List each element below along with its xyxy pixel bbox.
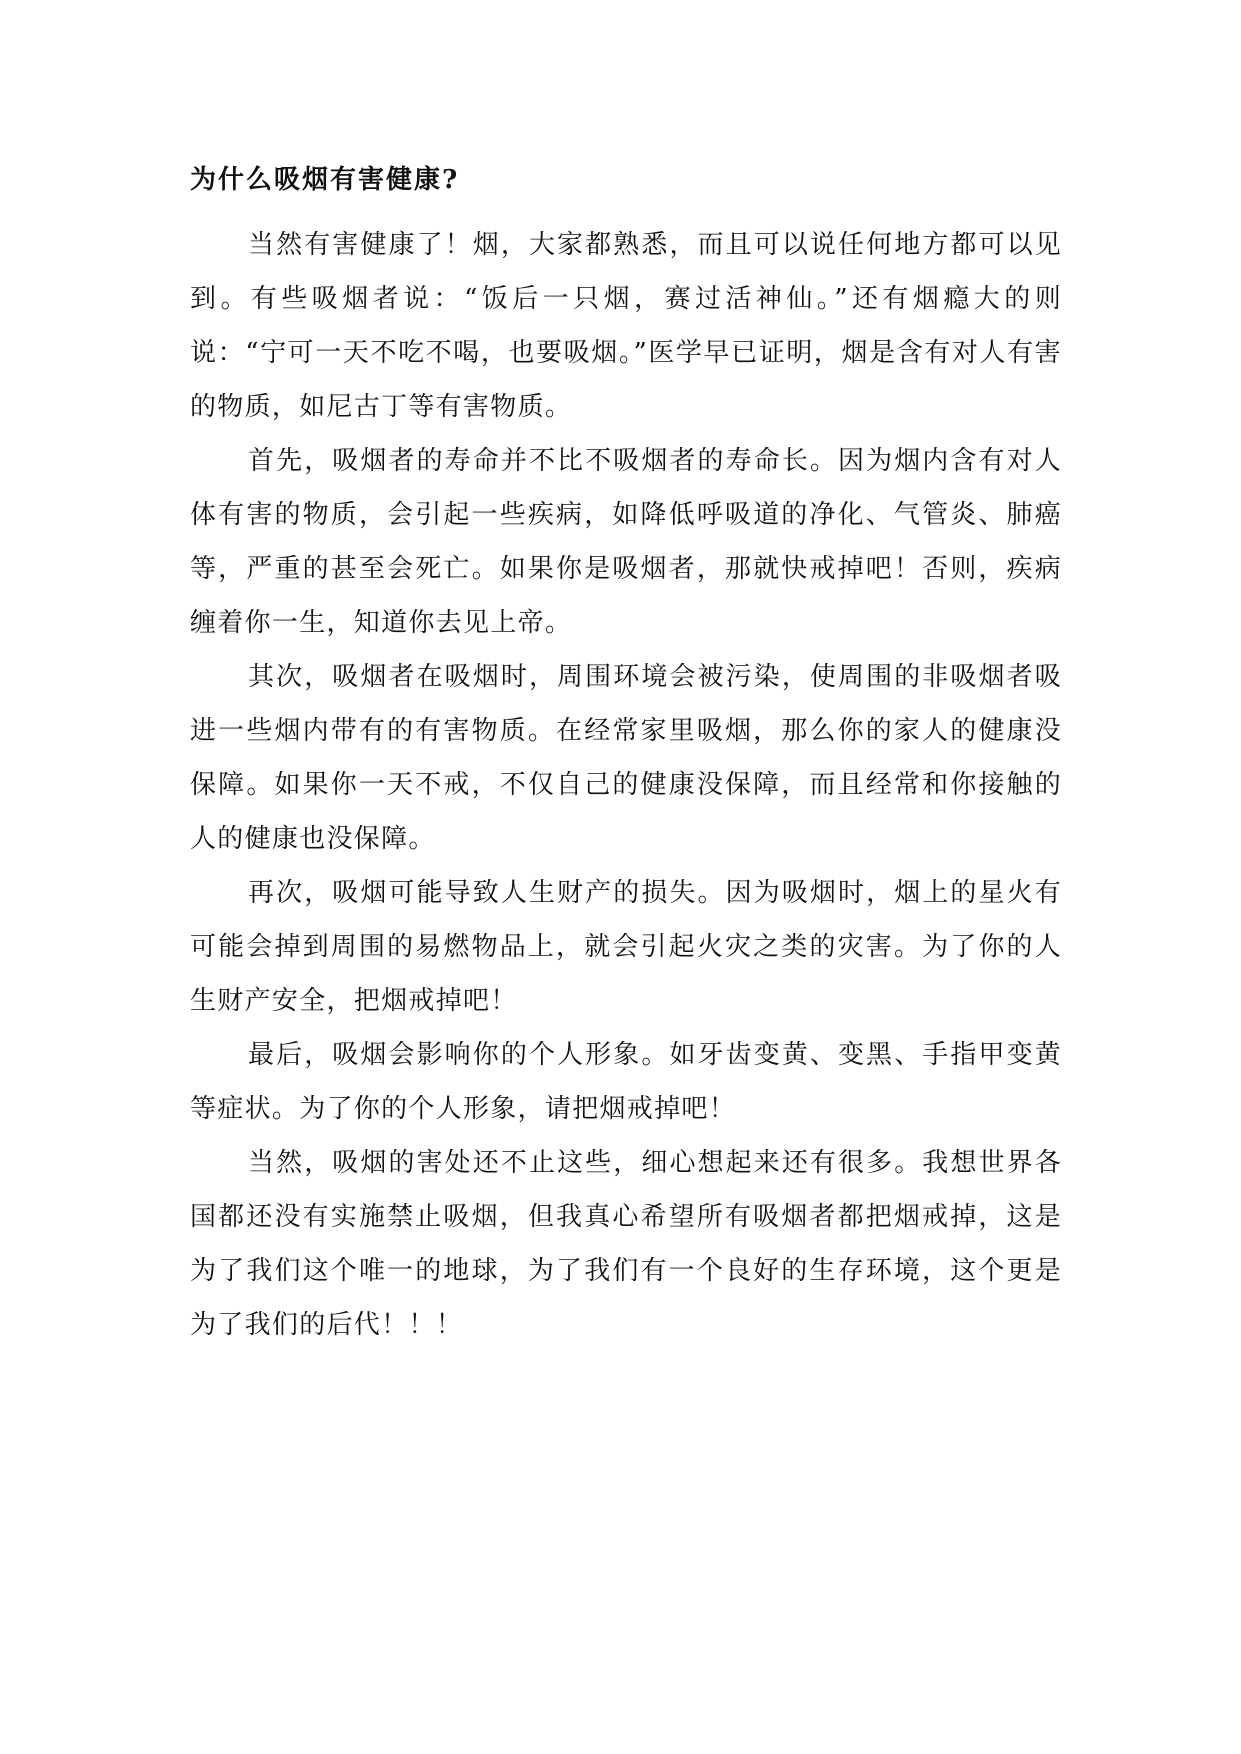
paragraph-third: 再次，吸烟可能导致人生财产的损失。因为吸烟时，烟上的星火有可能会掉到周围的易燃物品上，就会引起火灾之类的灾害。为了你的人生财产安全，把烟戒掉吧！ [190, 878, 1062, 1016]
paragraph-conclusion: 当然，吸烟的害处还不止这些，细心想起来还有很多。我想世界各国都还没有实施禁止吸烟，但我真心希望所有吸烟者都把烟戒掉，这是为了我们这个唯一的地球，为了我们有一个良好的生存环境，这个更是为了我们的后代！！！ [190, 1148, 1062, 1340]
document-title: 为什么吸烟有害健康? [190, 165, 460, 195]
paragraph-second: 其次，吸烟者在吸烟时，周围环境会被污染，使周围的非吸烟者吸进一些烟内带有的有害物质。在经常家里吸烟，那么你的家人的健康没保障。如果你一天不戒，不仅自己的健康没保障，而且经常和你接触的人的健康也没保障。 [190, 662, 1062, 854]
paragraph-first: 首先，吸烟者的寿命并不比不吸烟者的寿命长。因为烟内含有对人体有害的物质，会引起一些疾病，如降低呼吸道的净化、气管炎、肺癌等，严重的甚至会死亡。如果你是吸烟者，那就快戒掉吧！否则，疾病缠着你一生，知道你去见上帝。 [190, 446, 1062, 638]
paragraph-last: 最后，吸烟会影响你的个人形象。如牙齿变黄、变黑、手指甲变黄等症状。为了你的个人形象，请把烟戒掉吧！ [190, 1040, 1062, 1124]
document-body [190, 160, 1062, 1352]
paragraph-intro: 当然有害健康了！烟，大家都熟悉，而且可以说任何地方都可以见到。有些吸烟者说：“饭后一只烟，赛过活神仙。”还有烟瘾大的则说：“宁可一天不吃不喝，也要吸烟。”医学早已证明，烟是含有对人有害的物质，如尼古丁等有害物质。 [190, 230, 1062, 422]
